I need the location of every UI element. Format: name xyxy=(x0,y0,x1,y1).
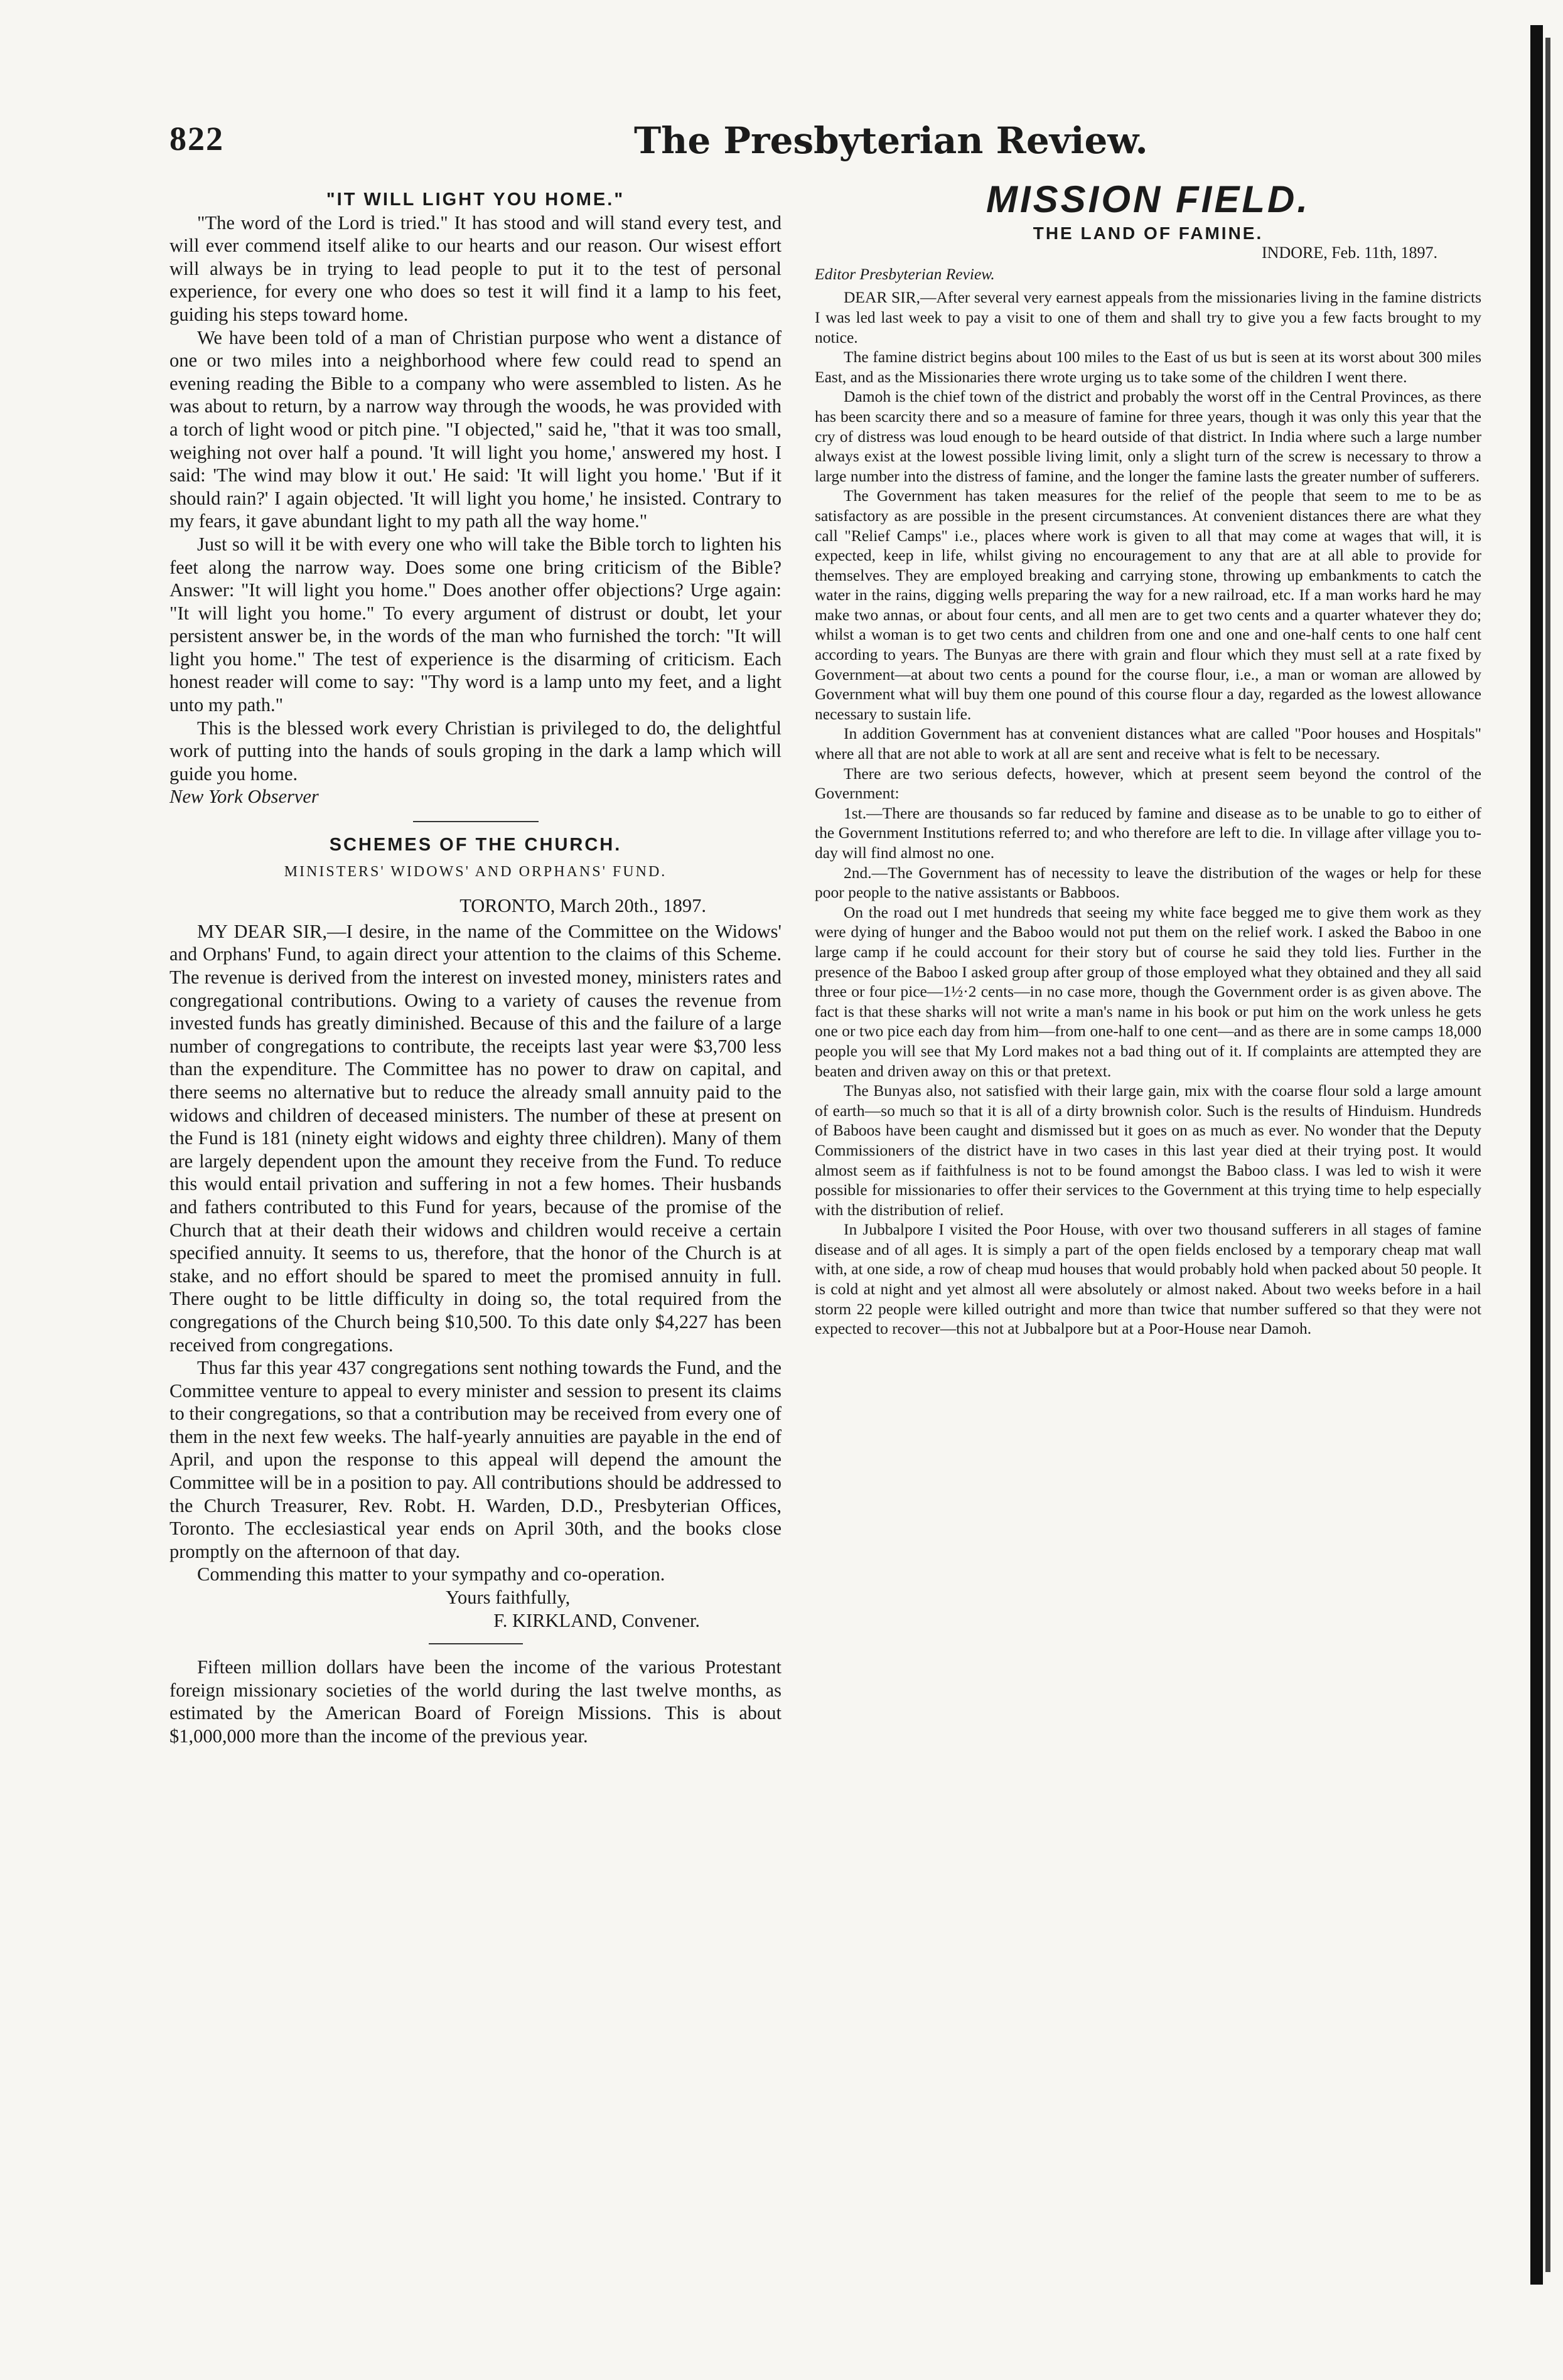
closing: Yours faithfully, xyxy=(446,1587,571,1609)
journal-title: The Presbyterian Review. xyxy=(634,119,1148,162)
article-subtitle-fund: MINISTERS' WIDOWS' AND ORPHANS' FUND. xyxy=(284,863,667,880)
section-title-mission-field: MISSION FIELD. xyxy=(986,178,1311,220)
paragraph: This is the blessed work every Christian is privileged to do, the delightful work of putting into the hands of souls groping in the dark a lamp which will guide you home. xyxy=(169,717,781,785)
page-header xyxy=(169,119,1463,169)
paragraph: On the road out I met hundreds that seeing my white face begged me to give them work as they were dying of hunger and the Baboo would not put them on the relief work. I asked the Baboo in one large camp if he could account for their story but of course he said they told lies. Further in the presence of the Baboo I asked group after group of those employed what they obtained and they all said three or four pice—1½·2 cents—in no case more, though the Government order is as given above. The fact is that these sharks will not write a man's name in his book or put him on the work unless he gets one or two pice each day from him—from one-half to one cent—and as there are in some camps 18,000 people you will see that My Lord makes not a bad thing out of it. If complaints are attempted they are beaten and driven away on this or that pretext. xyxy=(815,903,1481,1080)
paragraph: 2nd.—The Government has of necessity to leave the distribution of the wages or help for these poor people to the native assistants or Babboos. xyxy=(815,863,1481,902)
page-number: 822 xyxy=(169,120,224,158)
paragraph: "The word of the Lord is tried." It has stood and will stand every test, and will ever commend itself alike to our hearts and our reason. Our wisest effort will always be in trying to lead people to put it to the test of personal experience, for every one who does so test it will find it a lamp to his feet, guiding his steps toward home. xyxy=(169,212,781,325)
signature: F. KIRKLAND, Convener. xyxy=(493,1609,700,1631)
paragraph: The famine district begins about 100 miles to the East of us but is seen at its worst about 300 miles East, and as the Missionaries there wrote urging us to take some of the children I went there. xyxy=(815,348,1481,386)
dateline-indore: INDORE, Feb. 11th, 1897. xyxy=(1262,244,1437,262)
paragraph: Just so will it be with every one who will take the Bible torch to lighten his feet along the narrow way. Does some one bring criticism of the Bible? Answer: "It will light you home." Does another offer objections? Urge again: "It will light you home." To every argument of distrust or doubt, let your persistent answer be, in the words of the man who furnished the torch: "It will light you home." The test of experience is the disarming of criticism. Each honest reader will come to say: "Thy word is a lamp unto my feet, and a light unto my path." xyxy=(169,533,781,716)
paragraph: In Jubbalpore I visited the Poor House, with over two thousand sufferers in all stages of famine disease and of all ages. It is simply a part of the open fields enclosed by a temporary cheap mat wall with, at one side, a row of cheap mud houses that would probably hold when packed about 50 people. It is cold at night and yet almost all were absolutely or almost naked. About two weeks before in a hail storm 22 people were killed outright and more than twice that number suffered so that they were not expected to recover—this not at Jubbalpore but at a Poor-House near Damoh. xyxy=(815,1220,1481,1338)
source-credit: New York Observer xyxy=(169,786,319,808)
paragraph: We have been told of a man of Christian purpose who went a distance of one or two miles into a neighborhood where few could read to spend an evening reading the Bible to a company who were assembled to listen. As he was about to return, by a narrow way through the woods, he was provided with a torch of light wood or pitch pine. "I objected," said he, "that it was too small, weighing not over half a pound. 'It will light you home,' answered my host. I said: 'The wind may blow it out.' He said: 'It will light you home.' 'But if it should rain?' I again objected. 'It will light you home,' he insisted. Contrary to my fears, it gave abundant light to my path all the way home." xyxy=(169,326,781,532)
paragraph: MY DEAR SIR,—I desire, in the name of the Committee on the Widows' and Orphans' Fund, to again direct your attention to the claims of this Scheme. The revenue is derived from the interest on invested money, ministers rates and congregational contributions. Owing to a variety of causes the revenue from invested funds has greatly diminished. Because of this and the failure of a large number of congregations to contribute, the receipts last year were $3,700 less than the expenditure. The Committee has no power to draw on capital, and there seems no alternative but to reduce the already small annuity paid to the widows and children of deceased ministers. The number of these at present on the Fund is 181 (ninety eight widows and eighty three children). Many of them are largely dependent upon the amount they receive from the Fund. To reduce this would entail privation and suffering in not a few homes. Their husbands and fathers contributed to this Fund for years, because of the promise of the Church that at their death their widows and children would receive a certain specified annuity. It seems to us, therefore, that the honor of the Church is at stake, and no effort should be spared to meet the promised annuity in full. There ought to be little difficulty in doing so, the total required from the congregations of the Church being $10,500. To this date only $4,227 has been received from congregations. xyxy=(169,920,781,1356)
left-column xyxy=(169,188,781,1748)
paragraph: In addition Government has at convenient distances what are called "Poor houses and Hospitals" where all that are not able to work at all are sent and receive what is felt to be necessary. xyxy=(815,724,1481,763)
paragraph: There are two serious defects, however, which at present seem beyond the control of the Government: xyxy=(815,764,1481,803)
article-title-land-of-famine: THE LAND OF FAMINE. xyxy=(1033,223,1264,243)
addressee: Editor Presbyterian Review. xyxy=(815,264,995,283)
paragraph: Commending this matter to your sympathy and co-operation. xyxy=(197,1563,665,1585)
paragraph: 1st.—There are thousands so far reduced by famine and disease as to be unable to go to either of the Government Institutions referred to; and who therefore are left to die. In village after village you to-day will find almost no one. xyxy=(815,803,1481,862)
scan-edge-bar-inner xyxy=(1545,38,1550,2272)
dateline-toronto: TORONTO, March 20th., 1897. xyxy=(459,895,706,917)
paragraph: Thus far this year 437 congregations sent nothing towards the Fund, and the Committee venture to appeal to every minister and session to present its claims to their congregations, so that a contribution may be received from every one of them in the next few weeks. The half-yearly annuities are payable in the end of April, and upon the response to this appeal will depend the amount the Committee will be in a position to pay. All contributions should be addressed to the Church Treasurer, Rev. Robt. H. Warden, D.D., Presbyterian Offices, Toronto. The ecclesiastical year ends on April 30th, and the books close promptly on the afternoon of that day. xyxy=(169,1357,781,1562)
right-column xyxy=(815,178,1481,1339)
paragraph: DEAR SIR,—After several very earnest appeals from the missionaries living in the famine districts I was led last week to pay a visit to one of them and shall try to give you a few facts brought to my notice. xyxy=(815,288,1481,346)
article-title-schemes: SCHEMES OF THE CHURCH. xyxy=(329,835,622,855)
paragraph-missions-income: Fifteen million dollars have been the income of the various Protestant foreign missionary societies of the world during the last twelve months, as estimated by the American Board of Foreign Missions. This is about $1,000,000 more than the income of the previous year. xyxy=(169,1656,781,1747)
paragraph: Damoh is the chief town of the district and probably the worst off in the Central Provinces, as there has been scarcity there and so a measure of famine for three years, though it was only this year that the cry of distress was loud enough to be heard outside of that district. In India where such a large number always exist at the lowest possible living limit, only a slight turn of the screw is necessary to throw a large number into the distress of famine, and the longer the famine lasts the greater number of sufferers. xyxy=(815,387,1481,485)
scan-edge-bar xyxy=(1530,25,1543,2285)
paragraph: The Government has taken measures for the relief of the people that seem to me to be as satisfactory as are possible in the present circumstances. At convenient distances there are what they call "Relief Camps" i.e., places where work is given to all that may come at wages that will, it is expected, keep in life, whilst giving no encouragement to any that are at all able to provide for themselves. They are employed breaking and carrying stone, throwing up embankments to catch the water in the rains, digging wells preparing the way for a new railroad, etc. If a man works hard he may make two annas, or about four cents, and all men are to get two cents and a quarter whatever they do; whilst a woman is to get two cents and children from one and one and one-half cents to one half cent according to years. The Bunyas are there with grain and flour which they must sell at a rate fixed by Government—at about two cents a pound for the course flour, i.e., a man or woman are allowed by Government what will buy them one pound of this course flour a day, regarded as the lowest allowance necessary to sustain life. xyxy=(815,486,1481,723)
section-divider xyxy=(413,821,539,822)
paragraph: The Bunyas also, not satisfied with their large gain, mix with the coarse flour sold a large amount of earth—so much so that it is all of a dirty brownish color. Such is the results of Hinduism. Hundreds of Baboos have been caught and dismissed but it goes on as much as ever. No wonder that the Deputy Commissioners of the district have in two cases in this last year died at their trying post. It would almost seem as if faithfulness is not to be found amongst the Baboo class. I was led to wish it were possible for missionaries to offer their services to the Government at this trying time to help especially with the distribution of relief. xyxy=(815,1081,1481,1219)
article-title-light-you-home: "IT WILL LIGHT YOU HOME." xyxy=(326,190,625,210)
section-divider xyxy=(429,1643,523,1644)
